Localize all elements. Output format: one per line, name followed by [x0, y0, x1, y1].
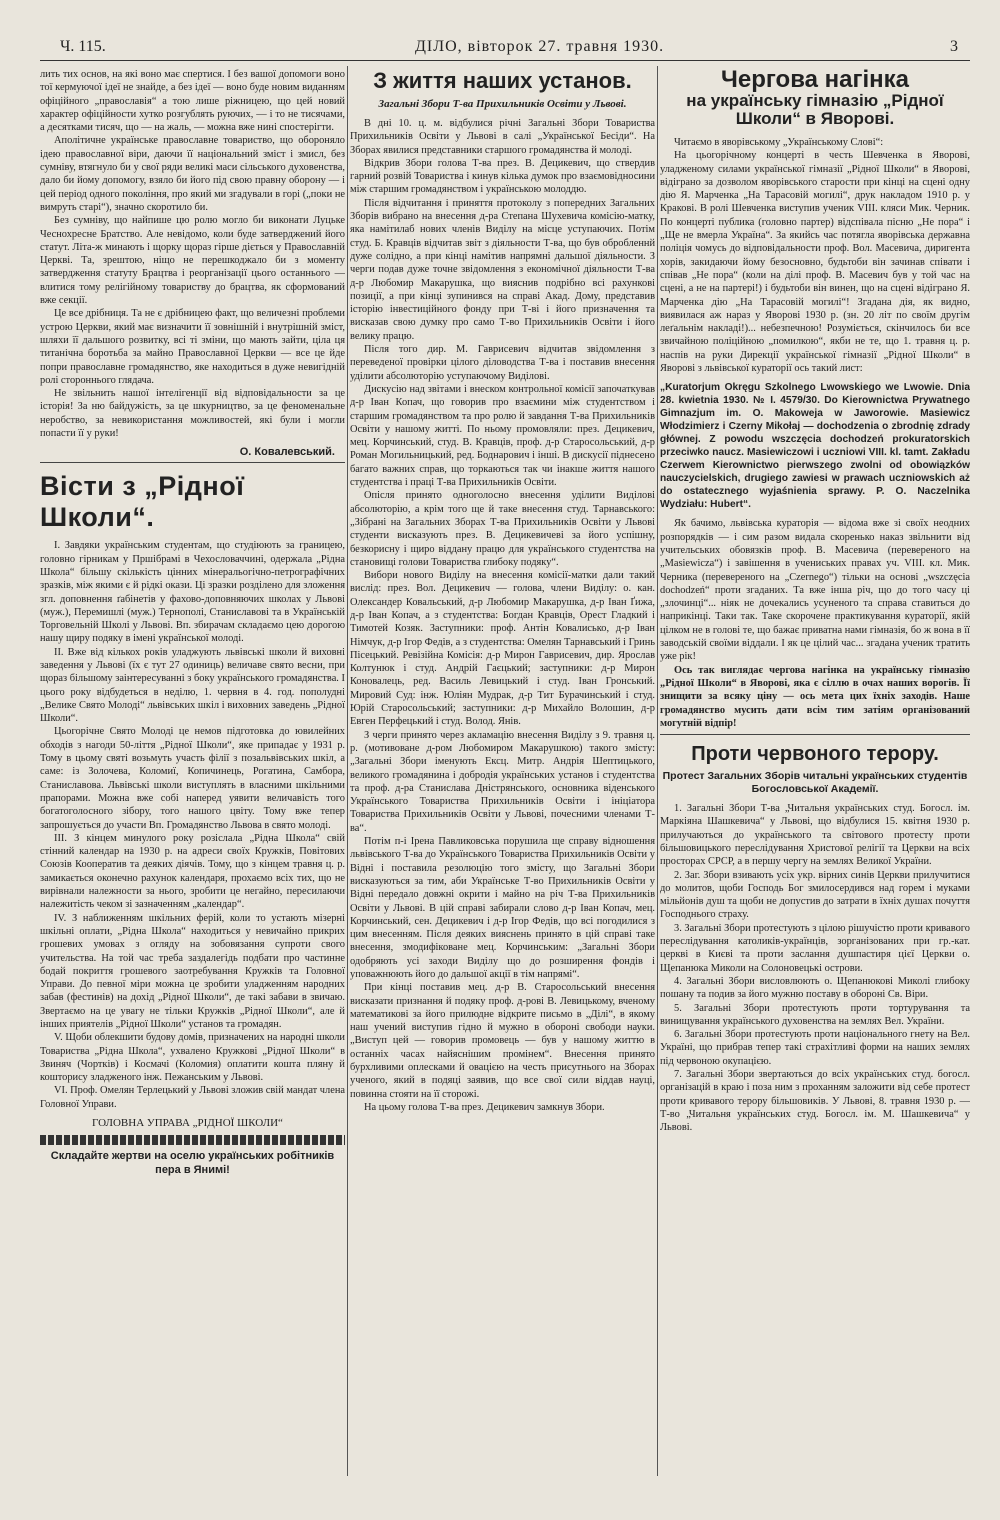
- article-paragraph: Ось так виглядає чергова нагінка на українську гімназію „Рідної Школи“ в Яворові, яка є сіллю в очах наших ворогів. Її знищити за всяку ціну — ось мета цих їхніх заходів. Наше громадянство мусить дати всім тим затіям організований могутній відпір!: [660, 664, 970, 729]
- article-paragraph: В днi 10. ц. м. відбулися річні Загальні Збори Товариства Прихильників Освіти у Львові в салі „Української Бесіди“. На Зборах явилися представники старшого громадянства й молоді.: [350, 118, 655, 156]
- section-heading-institutions: З життя наших установ.: [373, 68, 632, 93]
- article-signature: О. Ковалевський.: [239, 446, 335, 459]
- article-paragraph: Без сумніву, що найпише цю ролю могло би виконати Луцьке Чеснохресне Братство. Але невідомо, коли буде затверджений його статут. Літа-ж минають і щорку щораз гірше діється у Православній Церкві. Та, зрештою, ніщо не перешкоджало би з моменту затвердження статуту Брацтва і реорганізації цього останнього — влитися тому релігійному товариству до брацтва, як сформований вже секції.: [40, 215, 345, 307]
- article-paragraph: 6. Загальні Збори протестують проти національного гнету на Вел. Україні, що прибрав тепер такі страхітливі форми на наших землях під червоною окупацією.: [660, 1029, 970, 1067]
- issue-number: Ч. 115.: [60, 38, 106, 55]
- article-paragraph: На цьогорічному концерті в честь Шевченка в Яворові, уладженому силами української гімназії „Рідної Школи“ в Яворові, відіграно за дозволом яворівського старости при кінці на сцені одну дію Я. Марченка „На Тарасовій могилі“, друк накладом 1910 р. у Кракові. В ролі Шевченка виступив ученик VIII. кляси Мик. Черник. По концерті публика (головно партер) відспівала пісню „Не пора“ і „Ще не вмерла Україна“. За якийсь час потягла яворівська державна поліція чомусь до відповідальности проф. Вол. Масевича, диригента хорів, закидаючи йому безосновно, будьтоби він зачинав співати і співав „Не пора“ (коли на ділі проф. В. Масевич був у той час на сцені, а не на партері!) і будьтоби він винен, що на сцені відіграно Я. Марченка дію „На Тарасовій могилі“! Згадана дія, як видно, виявилася аж нараз у Яворові 1930 р. (зн. 20 літ по своїм другім леґальнім накладі!)... небезпечною! Розуміється, скінчилось би все звичайною поліційною „помилкою“, якби не те, що 1. травня ц. р. наспів на руки Дирекції української гімназії „Рідної Школи“ в Яворові з львівської кураторії ось такий лист:: [660, 150, 970, 375]
- section-heading-ridna-shkola: Вісти з „Рідної Школи“.: [40, 471, 245, 533]
- column-left: [40, 68, 345, 1177]
- masthead: [40, 38, 970, 61]
- article-paragraph: Цьогорічне Свято Молоді це немов підготовка до ювилейних обходів з нагоди 50-ліття „Рідної Школи“, яке припадає у 1931 р. Тому в цьому святі возьмуть участь філії з позальвівських шкіл, а саме: із Золочева, Коломиї, Копичинець, Рогатина, Самбора, Станиславова. Львівські школи виступлять в власними шкільними прапорами. Можна вже собі наперед уявити величавість того богатоголосного зібору, того нашого цвіту. Тому вже тепер запрошується до участи Вп. Громадянство Львова в свято молоді.: [40, 726, 345, 831]
- article-paragraph: 2. Заг. Збори взивають усіх укр. вірних синів Церкви прилучитися до молитов, щоби Господь Бог змилосердився над горем і муками мільйонів душ та щоби не допустив до затрати в їхніх душах почуття Господнього страху.: [660, 869, 970, 921]
- article-paragraph: З черги принято через акламацію внесення Виділу з 9. травня ц. р. (мотивоване д-ром Любомиром Макарушкою) такого змісту: „Загальні Збори іменують Ексц. Митр. Андрія Шептицького, великого громадянина і добродія українських установ і студентства та проф. д-ра Станислава Дністрянського, основника віденського Українського Товариства Прихильників Освіти і ініціатора Товариства Прихильників Освіти у Львові, почесними членами Т-ва“.: [350, 729, 655, 834]
- section-subheading: Протест Загальних Зборів читальні українських студентів Богословської Академії.: [662, 770, 968, 796]
- column-middle: [350, 68, 655, 1114]
- article-paragraph: Опісля принято одноголосно внесення уділити Виділові абсолюторію, а крім того ще й таке внесення студ. Тарнавського: „Зібрані на Загальних Зборах Т-ва Прихильників Освіти у Львові студенти висказують през. В. Децикевичеві за його успішну, безкорисну і щиро віддану працю для українського студентства на становищі голови Товариства глибоку подяку“.: [350, 490, 655, 568]
- section-divider: [660, 734, 970, 735]
- article-paragraph: Аполітичне українське православне товариство, що обороняло ідею православної віри, даючи її національний зміст і змисл, без сумніву, втягнуло би у свої ряди великі маси сільського духовенства, дало би йому допомогу, взяло би його під свою правну оборону — і цей період одного покоління, про який ми згадували в горі („поки не вимруть старі“), значно скоротило би.: [40, 135, 345, 213]
- article-paragraph: ІІ. Вже від кількох років уладжують львівські школи й виховні заведення у Львові (їх є тут 27 одиниць) величаве свято весни, при щораз більшому заінтересуванні з боку українського громадянства. І цього року відбудеться в неділю, 1. червня в 4. год. пополудні „Велике Свято Молоді“ львівських шкіл і виховних заведень „Рідної Школи“.: [40, 646, 345, 725]
- article-paragraph: Не звільнить нашої інтелігенції від відповідальности за це історія! За ню байдужість, за це шкурництво, за це феноменальне неробство, за невикористання можливостей, які були і могли попасти її у руки!: [40, 388, 345, 440]
- section-heading-harassment: Чергова нагінка: [720, 68, 910, 93]
- footer-appeal: Складайте жертви на оселю українських робітників пера в Янимі!: [50, 1150, 335, 1177]
- article-paragraph: лить тих основ, на які воно має спертися. І без вашої допомоги воно тої кермуючої ідеї не знайде, а без ідеї — воно буде новим виданням офіційного „православія“ а тою лише ріжницею, що цей новий характер офіційности хутко розгублять руючих, — і то не тисячами, а десятками тисяч, що — на жаль, — можна вже нині спостерігти.: [40, 69, 345, 134]
- section-heading-red-terror: Проти червоного терору.: [691, 743, 939, 766]
- column-right: [660, 68, 970, 1135]
- article-paragraph: V. Щоби облекшити будову домів, призначених на народні школи Товариства „Рідна Школа“, ухвалено Кружкові „Рідної Школи“ в Звиняч (Чортків) і Космачі (Коломия) оплатити кошта пляну й кошторису зладженого інж. Пежанським у Львові.: [40, 1032, 345, 1084]
- decorative-border: [40, 1135, 345, 1145]
- column-divider: [657, 66, 658, 1476]
- article-paragraph: 3. Загальні Збори протестують з цілою рішучістю проти кривавого переслідування католиків-українців, зорганізованих при гр.-кат. церкві в Києві та проти заслання душпастиря цієї Церкви о. Щепанюка Миколи на Солоновецькі острови.: [660, 922, 970, 974]
- article-paragraph: При кінці поставив мец. д-р В. Старосольський внесення висказати признання й подяку проф. д-рові В. Левицькому, вченому математикові за його прилюдне відкрите письмо в „Ділі“, в якому наш учений виступив гідно й мужно в обороні свободи науки. „Виступ цей — говорив промовець — був у нашому життю в останніх часах найяснішим промінем“. Внесення принято бурхливими оплесками й овацією на честь присутнього на Зборах ученого, який в подяці заявив, що все свої сили віддав науці, повинна стояти на її сторожі.: [350, 982, 655, 1100]
- section-divider: [40, 462, 345, 463]
- newspaper-date-line: ДІЛО, вівторок 27. травня 1930.: [415, 38, 665, 55]
- article-paragraph: Це все дрібниця. Та не є дрібницею факт, що величезні проблеми устрою Церкви, який має визначити її зовнішній і внутрішній зміст, шляхи її дальшого розвитку, всі ті зміни, що мають зайти, ціла ця титанічна боротьба за майно Православної Церкви — все це йде попри православне громадянство, яке находиться в дуже невигідній ролі стороннього глядача.: [40, 308, 345, 386]
- article-paragraph: 7. Загальні Збори звертаються до всіх українських студ. богосл. організацій в краю і поза ним з проханням заложити від себе протест проти кривавого терору більшовиків. У Львові, 8. травня 1930 р. — Т-во „Читальня українських студ. Богосл. ім. М. Шашкевича“ у Львові.: [660, 1069, 970, 1134]
- article-paragraph: ІІІ. З кінцем минулого року розіслала „Рідна Школа“ свій стінний календар на 1930 р. на адреси своїх Кружків, Повітових Союзів Кооператив та деяких діячів. Тому, що з кінцем травня ц. р. замикається оконечно рахунок календаря, прохаємо всіх тих, що не вирівнали належности за нього, зробити це негайно, пересилаючи належитість чеком зі зазначенням „календар“.: [40, 832, 345, 911]
- quoted-polish-letter: „Kuratorjum Okręgu Szkolnego Lwowskiego we Lwowie. Dnia 28. kwietnia 1930. № I. 4579/30. Do Kierownictwa Prywatnego Gimnazjum im. O. Makoweja w Jaworowie. Masiewicz Włodzimierz i Czerny Mikołaj — dochodzenia o zbrodnię zdrady głównej. Z powodu wszczęcia dochodzeń prokuratorskich przeciwko naucz. Masiewiczowi i uczniowi VIII. kl. tamt. Zakładu Czerwem Kierownictwo pierwszego zwolni od obowiązków nauczycielskich, drugiego zawiesi w prawach uczniowskich aż do ostatecznego wyjaśnienia sprawy. P. O. Naczelnika Wydziału: Hubert“.: [660, 382, 970, 511]
- section-subheading: Загальні Збори Т-ва Прихильників Освіти у Львові.: [378, 98, 627, 110]
- column-divider: [347, 66, 348, 1476]
- article-paragraph: Дискусію над звітами і внеском контрольної комісії започаткував д-р Іван Копач, що говорив про взаємини між студентством і старшим громадянством та про ролю й завдання Т-ва Прихильників Освіти у нашому житті. По ньому промовляли: през. Децикевич, мец. Корчинський, студ. В. Кравців, проф. д-р Старосольський, д-р Роман Могильницький, ред. Боднарович і інші. В дискусії піднесено багато важних справ, що торкаються так чи інакше життя нашого студентства і праці Т-ва Прихильників Освіти.: [350, 383, 655, 489]
- article-paragraph: Як бачимо, львівська кураторія — відома вже зі своїх неодних розпорядків — і сим разом видала скоренько наказ звільнити від учительських обовязків проф. В. Масевича (перевереного на „Masiewicza“) і завішення в учениських правах уч. VIII. кл. Мик. Черника (перевереного на „Czernego“) тільки на основі „wszczęcia dochodzeń“ проти згаданих. Та вже інша річ, що до того часу ці „злочинці“... ніяк не дочекались усуненого та справа ставиться до наприкінці. Таки так. Таке скорочене практикування кураторії, якій цілком не в голові те, що бажає приватна нами гімназія, бо ж вона в її заводській своїми віддали. І як це цілий час... згадана ученик тратить уже рік!: [660, 518, 970, 663]
- article-paragraph: 4. Загальні Збори висловлюють о. Щепанюкові Миколі глибоку пошану та подив за його мужню поставу в обороні Св. Віри.: [660, 975, 970, 1001]
- article-paragraph: 5. Загальні Збори протестують проти тортурування та винищування українського духовенства на землях Вел. України.: [660, 1002, 970, 1027]
- article-paragraph: Вибори нового Виділу на внесення комісії-матки дали такий вислід: през. Вол. Децикевич — голова, члени Виділу: о. кан. Олександер Ковальський, д-р Любомир Макарушка, д-р Іван Ґижа, д-р Іван Копач, а з студентства: Богдан Кравців, Орест Гладкий і Тимотей Козяк. Заступники: проф. Антін Ковалисько, д-р Іван Німчук, д-р Ігор Федів, а з студентства: Омелян Тарнавський і Гринь Пісецький. Ревізійна Комісія: д-р Мирон Гаврисевич, дир. Ярослав Колтунюк і студ. Андрій Гаєцький; заступники: д-р Мирон Коновалець, ред. Василь Левицький і студ. Іван Гронський. Мировий Суд: інж. Юліян Мудрак, д-р Тит Бурачинський і студ. Юрій Старосольський; заступники: д-р Михайло Волошин, д-р Евген Перфецький і студ. Волод. Янів.: [350, 570, 655, 728]
- article-paragraph: Потім п-і Ірена Павликовська порушила ще справу відношення львівського Т-ва до Українського Товариства Прихильників Освіти у Відні і поставила резолюцію того змісту, що Загальні Збори висказуються за тим, аби Українське Т-во Прихильників Освіти у Відні передало довжні окрити і майно на річ Т-ва Прихильників Освіти у Львові. В цій справі забирали слово д-р Іван Копач, мец. Корчинський, сен. Децикевич і д-р Ігор Федів, що всі погодилися з цим внесенням. Після деяких вияснень принято в цій справі таке внесення, змодифіковане мец. Корчинським: „Загальні Збори одобряють усі заходи Виділу що до розширення фондів і уповажнюють його до дальшої акції в тім напрямі“.: [350, 836, 655, 980]
- article-paragraph: VI. Проф. Омелян Терлецький у Львові зложив свій мандат члена Головної Управи.: [40, 1085, 345, 1110]
- section-heading-harassment-sub: на українську гімназію „Рідної Школи“ в Яворові.: [686, 91, 944, 128]
- article-paragraph: IV. З наближенням шкільних ферій, коли то устають мізерні шкільні оплати, „Рідна Школа“ находиться у невичайно прикрих грошевих умовах з огляду на зобовязання супроти свого учительства. На той час треба заздалегідь подбати про частинне бодай покриття грошевого заотребування Кружків та Головної Управи. До певної міри можна це зробити уладженням народних забав (фестинів) на дохід „Рідної Школи“, де такі забави в звичаю. Звертаємо на це увагу не тільки Кружків „Рідної Школи“, але й інших приятелів „Рідної Школи“ установ та громадян.: [40, 912, 345, 1030]
- article-signature: ГОЛОВНА УПРАВА „РІДНОЇ ШКОЛИ“: [92, 1117, 283, 1130]
- article-paragraph: На цьому голова Т-ва през. Децикевич замкнув Збори.: [364, 1101, 605, 1113]
- article-paragraph: Після відчитання і приняття протоколу з попередних Загальних Зборів вибрано на внесення д-ра Степана Шухевича комісію-матку, яка намітилаб нових членів Виділу на місце уступаючих. Потім студ. Б. Кравців відчитав звіт з діяльности Т-ва, що був обробленнй дуже солідно, а при кінці намітив напрямні дальшої діяльности. З черги подав дуже точне звідомлення з економічної діяльности Т-ва д-р Любомир Макарушка, що вияснив подрібно всі рахункові позиції, а при кінці зупинився на справі Акад. Дому, представив історію інвестиційного фонду при Т-ві і його призначення та висказав свою думку про само Т-во Прихильників Освіти і його велику працю.: [350, 197, 655, 342]
- article-paragraph: Після того дир. М. Гаврисевич відчитав звідомлення з переведеної провірки цілого діловодства Т-ва і поставив внесення уділити абсолюторію уступаючому Виділові.: [350, 344, 655, 382]
- article-paragraph: Відкрив Збори голова Т-ва през. В. Децикевич, що ствердив гарний розвій Товариства і кинув кілька думок про взаємовідносини між старшим громадянством і українською молоддю.: [350, 157, 655, 196]
- article-paragraph: Читаємо в яворівському „Українському Слові“:: [674, 137, 884, 148]
- page-number: 3: [950, 38, 958, 55]
- article-paragraph: І. Завдяки українським студентам, що студіюють за границею, головно гірникам у Пршібрамі в Чехословаччині, одержала „Рідна Школа“ більшу скількість цінних мінеральогічно-петрографічних зразків, між якими є й рідкі окази. Ці зразки розділено для зложення згл. доповнення ґабінетів у фахово-доповняючих школах у Львові (муж.), Перемишлі (муж.) Тернополі, Станиславові та в Українській Торговельній Школі у Львові. Вп. збирачам складаємо цею дорогою нашу щиру подяку в імені української молоді.: [40, 540, 345, 645]
- article-paragraph: 1. Загальні Збори Т-ва „Читальня українських студ. Богосл. ім. Маркіяна Шашкевича“ у Львові, що відбулися 15. квітня 1930 р. прилучаються до українського та світового протесту проти більшовицького переслідування Христової релігії та Церкви на всіх просторах СРСР, а в першу чергу на землях Великої України.: [660, 803, 970, 868]
